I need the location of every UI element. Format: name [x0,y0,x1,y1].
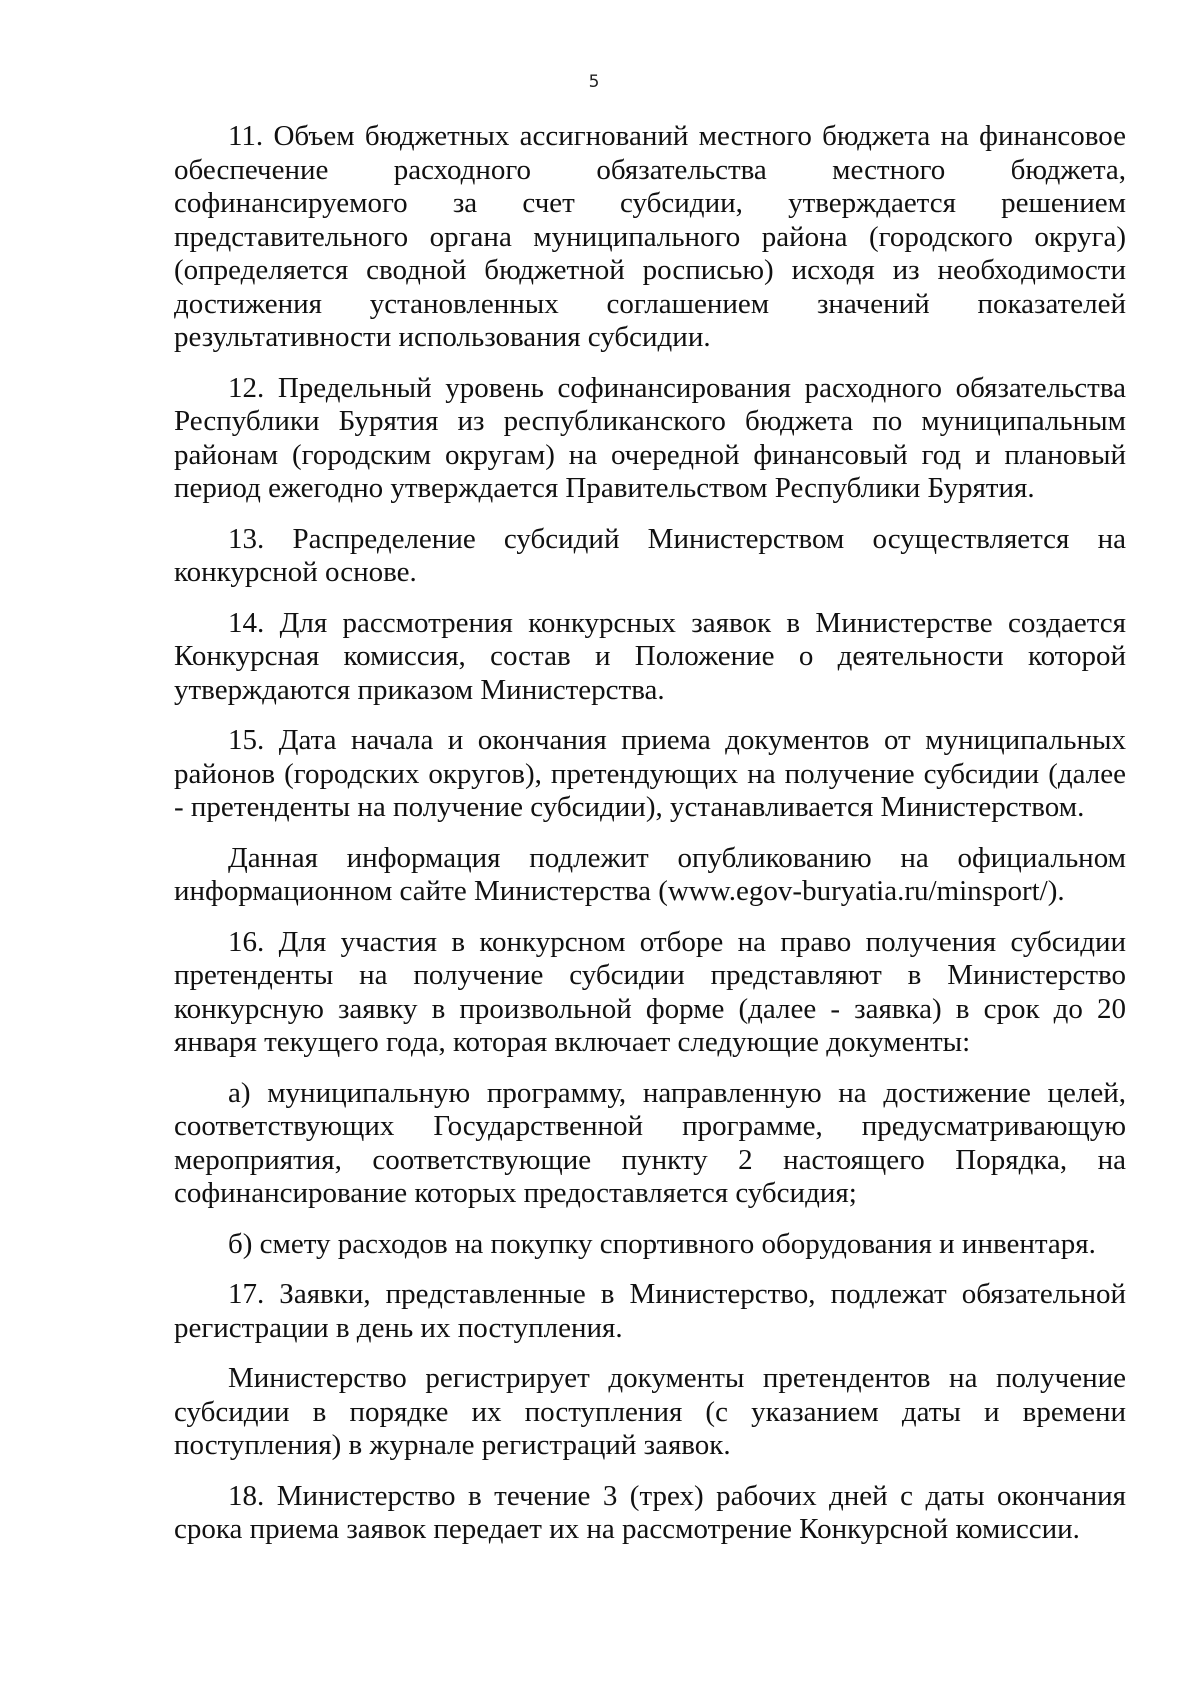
paragraph-16-item-b: б) смету расходов на покупку спортивного оборудования и инвентаря. [228,1227,1096,1260]
document-body [174,120,1126,1564]
paragraph-15-publication: Данная информация подлежит опубликованию на официальном информационном сайте Министерства (www.egov-buryatia.ru/minsport/). [174,841,1126,907]
paragraph-14: 14. Для рассмотрения конкурсных заявок в Министерстве создается Конкурсная комиссия, состав и Положение о деятельности которой утверждаются приказом Министерства. [174,606,1126,706]
paragraph-15: 15. Дата начала и окончания приема документов от муниципальных районов (городских округов), претендующих на получение субсидии (далее - претенденты на получение субсидии), устанавливается Министерством. [174,724,1126,823]
page-number: 5 [588,72,600,92]
paragraph-13: 13. Распределение субсидий Министерством осуществляется на конкурсной основе. [174,522,1126,588]
paragraph-12: 12. Предельный уровень софинансирования расходного обязательства Республики Бурятия из республиканского бюджета по муниципальным районам (городским округам) на очередной финансовый год и плановый период ежегодно утверждается Правительством Республики Бурятия. [174,371,1126,504]
paragraph-17-registration: Министерство регистрирует документы претендентов на получение субсидии в порядке их поступления (с указанием даты и времени поступления) в журнале регистраций заявок. [174,1362,1126,1461]
paragraph-17: 17. Заявки, представленные в Министерство, подлежат обязательной регистрации в день их поступления. [174,1278,1126,1344]
paragraph-16-item-a: а) муниципальную программу, направленную на достижение целей, соответствующих Государственной программе, предусматривающую мероприятия, соответствующие пункту 2 настоящего Порядка, на софинансирование которых предоставляется субсидия; [174,1076,1126,1209]
paragraph-16: 16. Для участия в конкурсном отборе на право получения субсидии претенденты на получение субсидии представляют в Министерство конкурсную заявку в произвольной форме (далее - заявка) в срок до 20 января текущего года, которая включает следующие документы: [174,925,1126,1058]
paragraph-11: 11. Объем бюджетных ассигнований местного бюджета на финансовое обеспечение расходного обязательства местного бюджета, софинансируемого за счет субсидии, утверждается решением представительного органа муниципального района (городского округа) (определяется сводной бюджетной росписью) исходя из необходимости достижения установленных соглашением значений показателей результативности использования субсидии. [174,120,1126,353]
paragraph-18: 18. Министерство в течение 3 (трех) рабочих дней с даты окончания срока приема заявок передает их на рассмотрение Конкурсной комиссии. [174,1479,1126,1545]
